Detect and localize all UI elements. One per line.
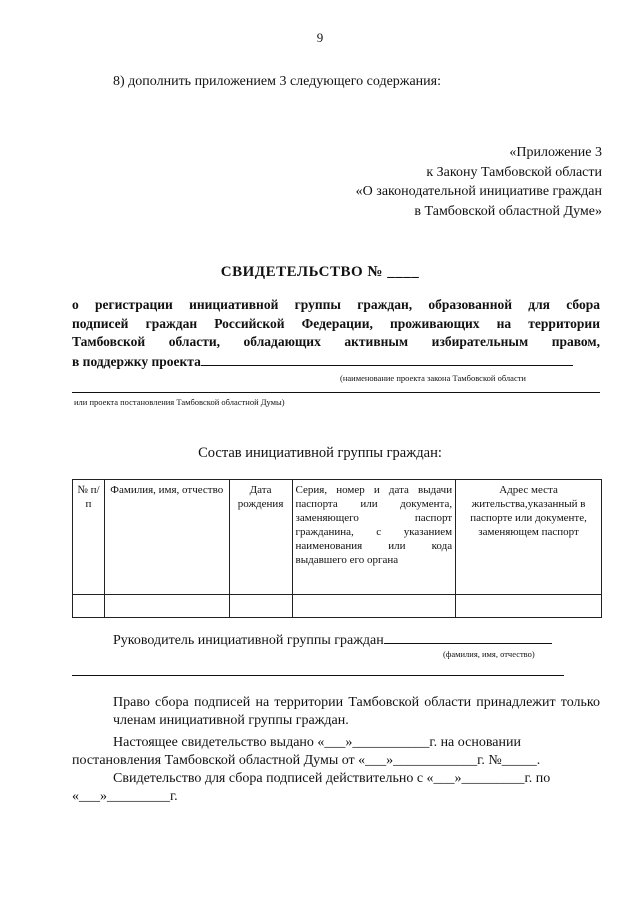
col-number-header: № п/п [73, 480, 105, 595]
decree-caption: или проекта постановления Тамбовской областной Думы) [74, 397, 285, 407]
rights-paragraph [72, 694, 600, 730]
leader-signature-line [72, 675, 564, 676]
registration-line-4 [72, 352, 600, 372]
appendix-line-2: к Закону Тамбовской области [426, 164, 602, 180]
validity-text-1: Свидетельство для сбора подписей действительно с «___»_________г. по [113, 771, 551, 786]
table-cell [229, 595, 292, 618]
registration-line-4-text: в поддержку проекта [72, 353, 201, 369]
issued-text-2: постановления Тамбовской областной Думы от «___»____________г. №_____. [72, 753, 541, 768]
col-passport-header: Серия, номер и дата выдачи паспорта или документа, заменяющего паспорт гражданина, с указанием наименования или кода выдавшего его органа [292, 480, 456, 595]
table-cell [104, 595, 229, 618]
table-header-row [73, 480, 602, 595]
amendment-intro: 8) дополнить приложением 3 следующего содержания: [113, 74, 441, 89]
leader-name-caption: (фамилия, имя, отчество) [443, 649, 535, 659]
appendix-header [356, 143, 602, 221]
col-address-header: Адрес места жительства,указанный в паспорте или документе, заменяющем паспорт [456, 480, 602, 595]
project-name-caption: (наименование проекта закона Тамбовской области [340, 373, 526, 383]
validity-paragraph [72, 770, 600, 806]
registration-line-3: Тамбовской области, обладающих активным избирательным правом, [72, 334, 600, 349]
composition-title: Состав инициативной группы граждан: [198, 445, 442, 461]
group-leader-label: Руководитель инициативной группы граждан [113, 633, 384, 648]
rights-text: Право сбора подписей на территории Тамбовской области принадлежит только членам инициативной группы граждан. [113, 695, 600, 728]
project-name-blank [201, 352, 573, 366]
page-number: 9 [316, 30, 324, 45]
appendix-line-1: «Приложение 3 [509, 145, 602, 160]
issued-text-1: Настоящее свидетельство выдано «___»___________г. на основании [113, 735, 521, 750]
validity-text-2: «___»_________г. [72, 789, 178, 804]
table-row [73, 595, 602, 618]
col-birthdate-header: Дата рождения [229, 480, 292, 595]
project-name-line [72, 392, 600, 393]
appendix-line-4: в Тамбовской областной Думе» [414, 203, 602, 219]
registration-line-2: подписей граждан Российской Федерации, проживающих на территории [72, 315, 600, 331]
members-table [72, 479, 602, 618]
col-name-header: Фамилия, имя, отчество [104, 480, 229, 595]
table-cell [73, 595, 105, 618]
group-leader-line [113, 630, 552, 649]
certificate-title: СВИДЕТЕЛЬСТВО № ____ [220, 264, 420, 280]
issued-paragraph [72, 734, 600, 770]
table-cell [456, 595, 602, 618]
appendix-line-3: «О законодательной инициативе граждан [355, 184, 602, 199]
registration-text [72, 296, 600, 371]
leader-name-blank [384, 630, 552, 644]
table-cell [292, 595, 456, 618]
registration-line-1: о регистрации инициативной группы граждан, образованной для сбора [72, 297, 600, 312]
